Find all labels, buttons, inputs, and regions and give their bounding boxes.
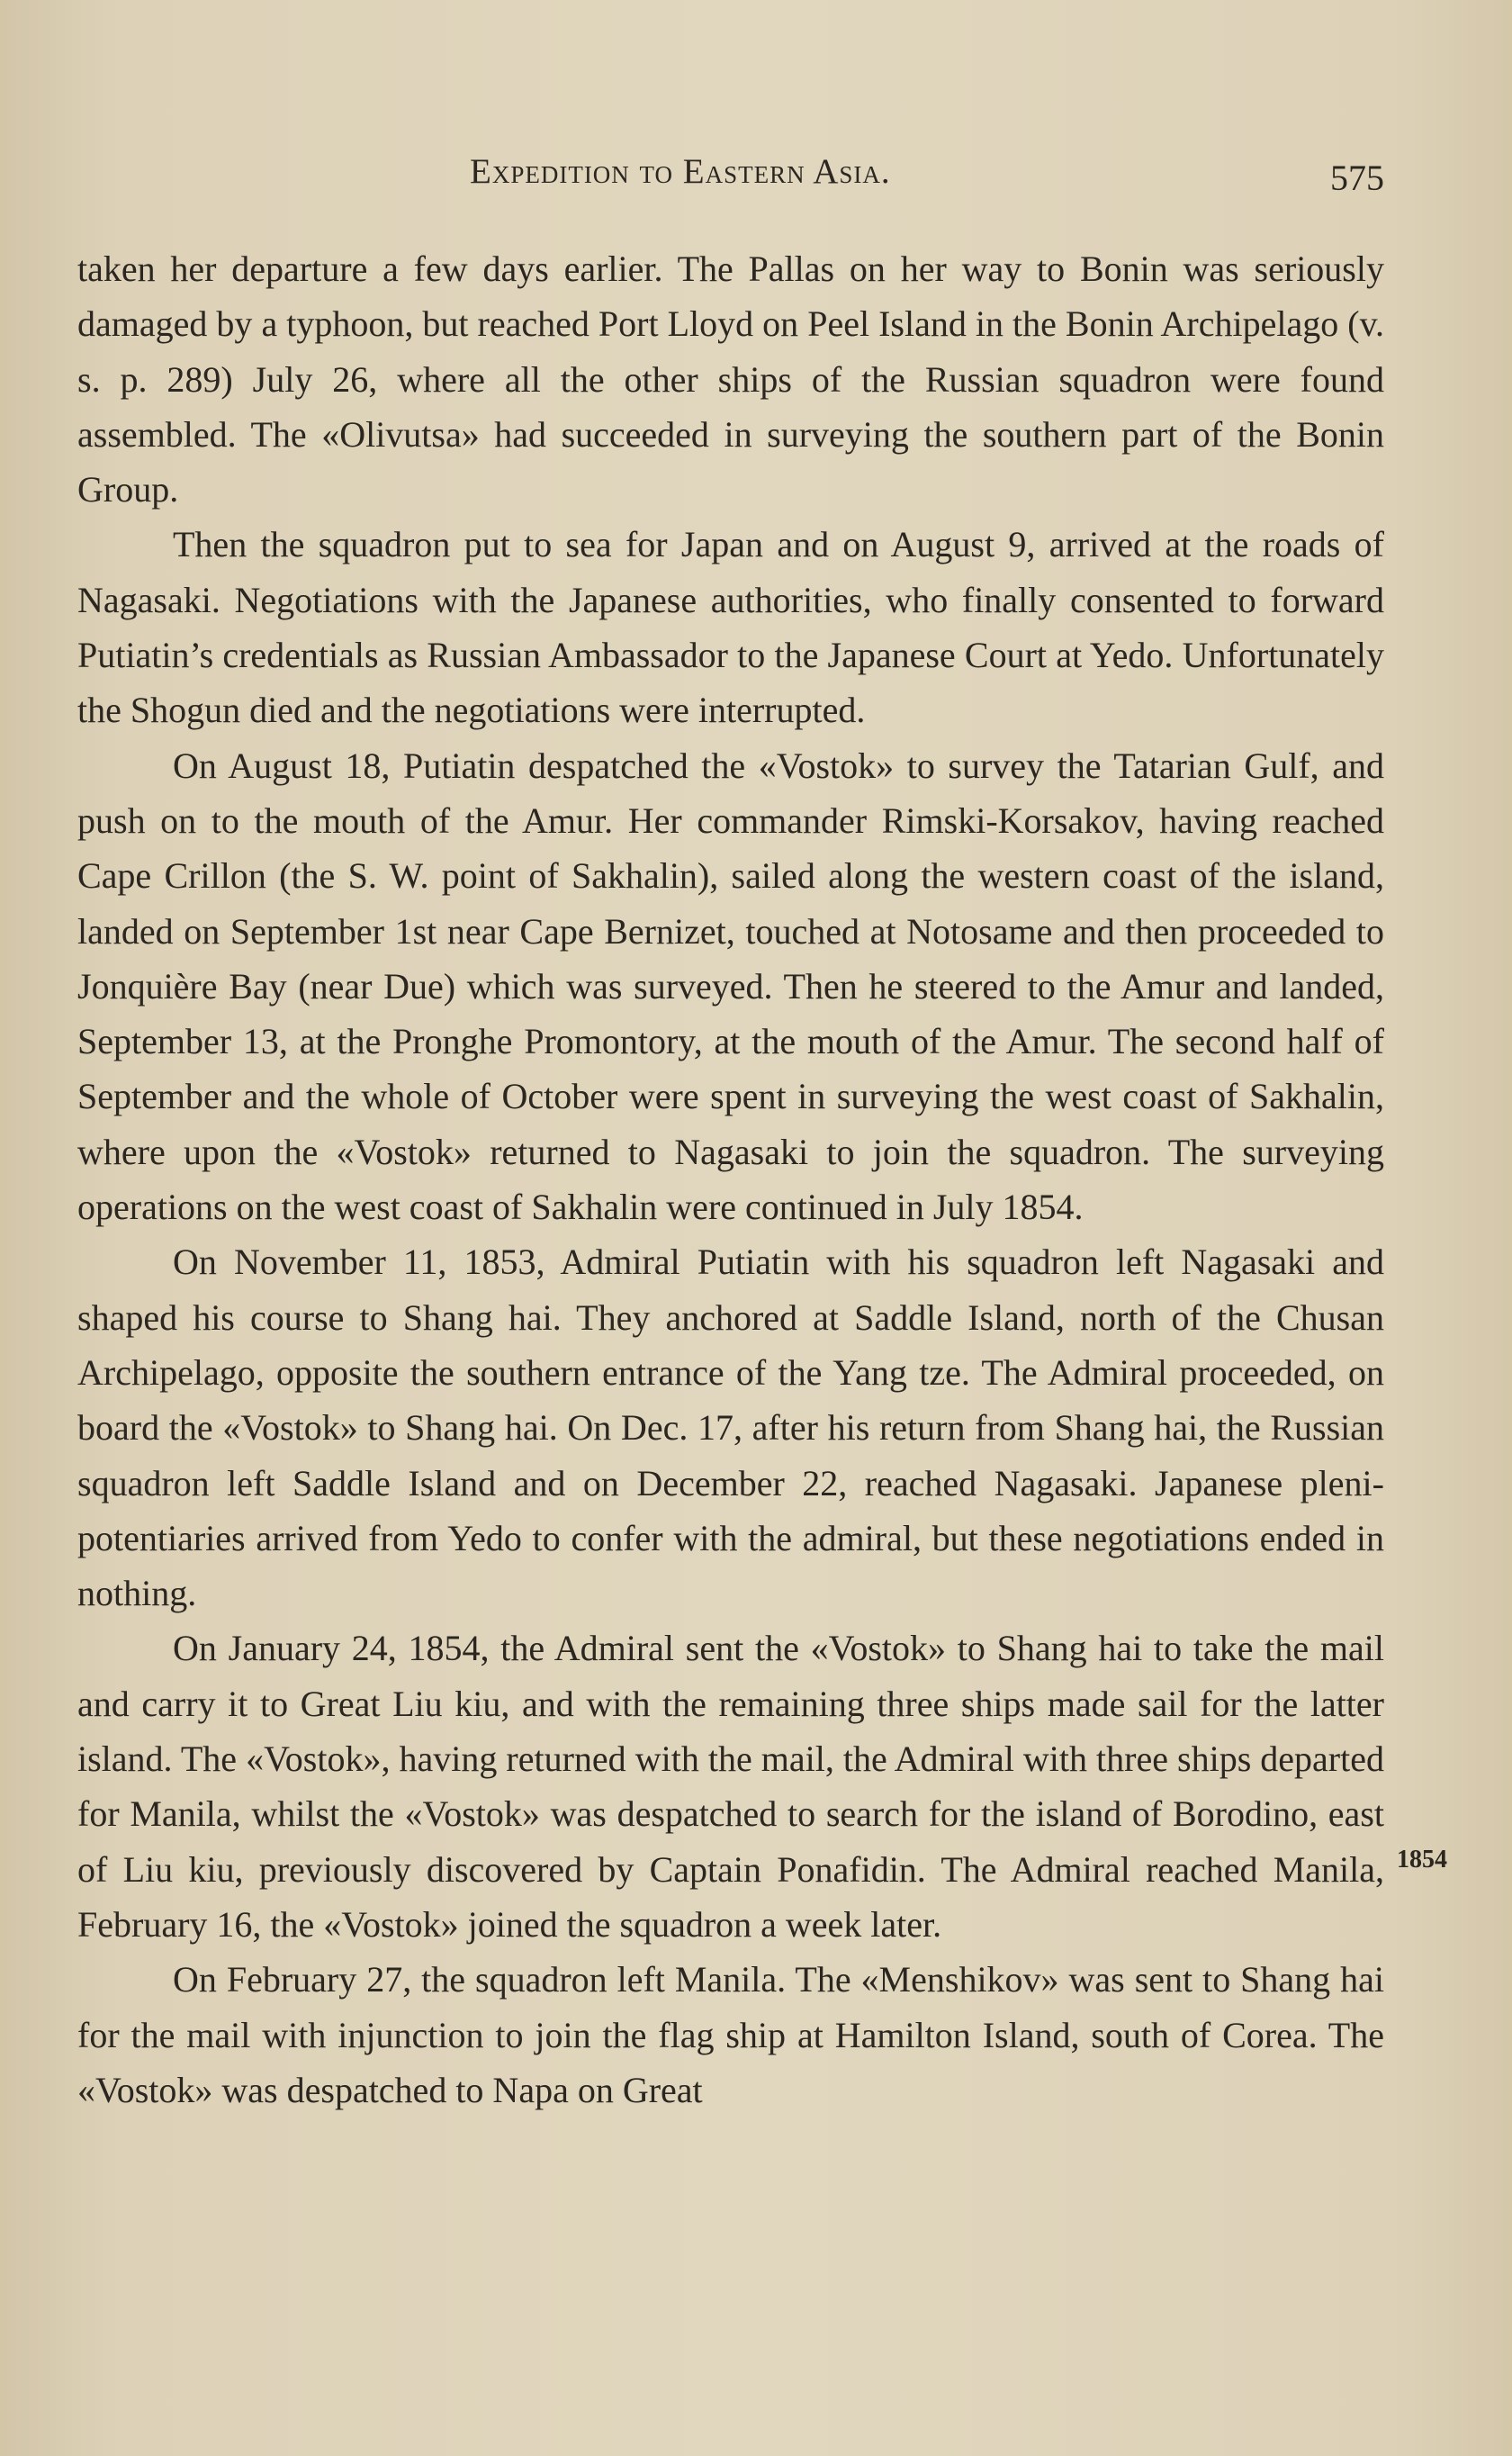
running-title: Expedition to Eastern Asia.: [470, 152, 891, 191]
paragraph-2: Then the squadron put to sea for Japan and on August 9, arrived at the roads of Nagasaki. Negotiations with the Japanese authorities, who finally consented to forward Putiatin’s credentials as Russian Ambassador to the Japanese Court at Yedo. Unfortunately the Shogun died and the negotiations were interrupted.: [77, 524, 1384, 731]
running-head: [77, 144, 1384, 207]
margin-year-note: 1854: [1397, 1846, 1447, 1874]
page-number: 575: [1330, 158, 1384, 198]
body-text: [77, 241, 1384, 2117]
paragraph-1: taken her departure a few days earlier. The Pallas on her way to Bonin was seriously damaged by a typhoon, but reached Port Lloyd on Peel Island in the Bonin Archipelago (v. s. p. 289) July 26, where all the other ships of the Russian squadron were found assembled. The «Olivutsa» had succeeded in surveying the southern part of the Bonin Group.: [77, 248, 1384, 510]
paragraph-4: On November 11, 1853, Admiral Putiatin with his squadron left Nagasaki and shaped his course to Shang hai. They anchored at Saddle Island, north of the Chusan Archipelago, opposite the southern entrance of the Yang tze. The Admiral proceeded, on board the «Vostok» to Shang hai. On Dec. 17, after his return from Shang hai, the Russian squadron left Saddle Island and on December 22, reached Nagasaki. Japanese plenipotentiaries arrived from Yedo to confer with the admiral, but these negotiations ended in nothing.: [77, 1242, 1384, 1614]
paragraph-6: On February 27, the squadron left Manila. The «Menshikov» was sent to Shang hai for the mail with injunction to join the flag ship at Hamilton Island, south of Corea. The «Vostok» was despatched to Napa on Great: [77, 1959, 1384, 2110]
paragraph-3: On August 18, Putiatin despatched the «Vostok» to survey the Tatarian Gulf, and push on to the mouth of the Amur. Her commander Rimski-Korsakov, having reached Cape Crillon (the S. W. point of Sakhalin), sailed along the western coast of the island, landed on September 1st near Cape Bernizet, touched at Notosame and then proceeded to Jonquière Bay (near Due) which was surveyed. Then he steered to the Amur and landed, September 13, at the Pronghe Promontory, at the mouth of the Amur. The second half of September and the whole of October were spent in surveying the west coast of Sakhalin, where upon the «Vostok» returned to Nagasaki to join the squadron. The surveying operations on the west coast of Sakhalin were continued in July 1854.: [77, 745, 1384, 1228]
paragraph-5: On January 24, 1854, the Admiral sent the «Vostok» to Shang hai to take the mail and carry it to Great Liu kiu, and with the remaining three ships made sail for the latter island. The «Vostok», having returned with the mail, the Admiral with three ships departed for Manila, whilst the «Vostok» was despatched to search for the island of Borodino, east of Liu kiu, previously discovered by Captain Ponafidin. The Admiral reached Manila, February 16, the «Vostok» joined the squadron a week later.: [77, 1628, 1384, 1945]
